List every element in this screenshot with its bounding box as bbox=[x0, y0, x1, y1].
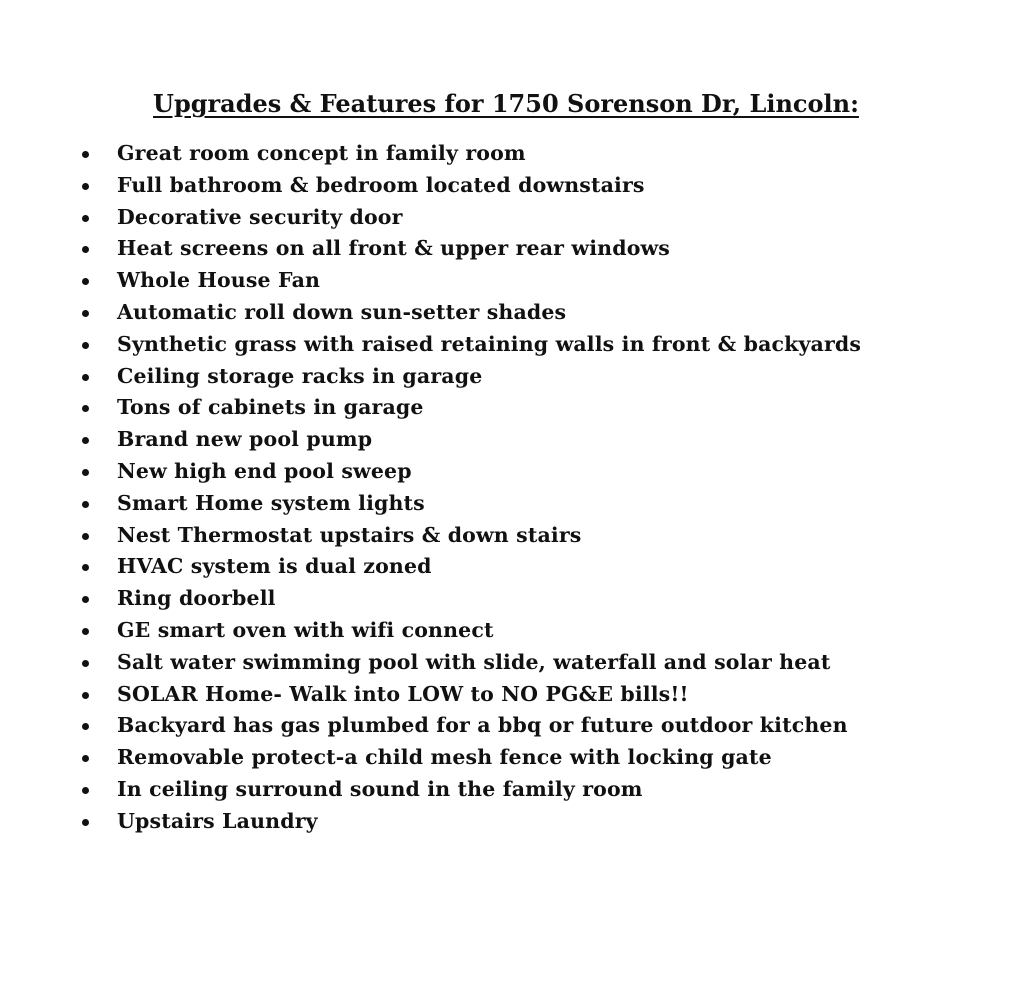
list-item-text: Nest Thermostat upstairs & down stairs bbox=[117, 522, 582, 547]
list-item-text: Tons of cabinets in garage bbox=[117, 395, 424, 420]
list-item-text: Backyard has gas plumbed for a bbq or future outdoor kitchen bbox=[117, 713, 848, 738]
bullet-icon bbox=[82, 692, 89, 699]
list-item-text: Ceiling storage racks in garage bbox=[117, 363, 483, 388]
list-item-text: SOLAR Home- Walk into LOW to NO PG&E bills!! bbox=[117, 681, 689, 706]
bullet-icon bbox=[82, 755, 89, 762]
bullet-icon bbox=[82, 310, 89, 317]
list-item-text: GE smart oven with wifi connect bbox=[117, 617, 494, 642]
list-item-text: Ring doorbell bbox=[117, 586, 276, 611]
bullet-icon bbox=[82, 533, 89, 540]
list-item-text: Whole House Fan bbox=[117, 268, 321, 293]
list-item-text: New high end pool sweep bbox=[117, 458, 412, 483]
bullet-icon bbox=[82, 183, 89, 190]
list-item-text: Automatic roll down sun-setter shades bbox=[117, 299, 567, 324]
bullet-icon bbox=[82, 787, 89, 794]
bullet-icon bbox=[82, 501, 89, 508]
bullet-icon bbox=[82, 278, 89, 285]
list-item-text: HVAC system is dual zoned bbox=[117, 554, 432, 579]
list-item-text: Removable protect-a child mesh fence with locking gate bbox=[117, 745, 772, 770]
bullet-icon bbox=[82, 151, 89, 158]
list-item-text: Decorative security door bbox=[117, 204, 403, 229]
list-item-text: Upstairs Laundry bbox=[117, 808, 318, 833]
bullet-icon bbox=[82, 342, 89, 349]
list-item-text: Heat screens on all front & upper rear windows bbox=[117, 236, 671, 261]
bullet-icon bbox=[82, 469, 89, 476]
list-item-text: Smart Home system lights bbox=[117, 490, 425, 515]
list-item-text: Salt water swimming pool with slide, waterfall and solar heat bbox=[117, 649, 831, 674]
bullet-icon bbox=[82, 437, 89, 444]
bullet-icon bbox=[82, 374, 89, 381]
list-item-text: Brand new pool pump bbox=[117, 427, 373, 452]
bullet-icon bbox=[82, 819, 89, 826]
bullet-icon bbox=[82, 628, 89, 635]
bullet-icon bbox=[82, 405, 89, 412]
document-title: Upgrades & Features for 1750 Sorenson Dr, Lincoln: bbox=[153, 89, 859, 118]
list-item-text: Full bathroom & bedroom located downstairs bbox=[117, 172, 645, 197]
list-item-text: In ceiling surround sound in the family room bbox=[117, 776, 643, 801]
bullet-icon bbox=[82, 564, 89, 571]
bullet-icon bbox=[82, 660, 89, 667]
list-item-text: Great room concept in family room bbox=[117, 141, 526, 165]
bullet-icon bbox=[82, 246, 89, 253]
bullet-icon bbox=[82, 596, 89, 603]
bullet-icon bbox=[82, 723, 89, 730]
bullet-icon bbox=[82, 215, 89, 222]
list-item-text: Synthetic grass with raised retaining walls in front & backyards bbox=[117, 331, 862, 356]
